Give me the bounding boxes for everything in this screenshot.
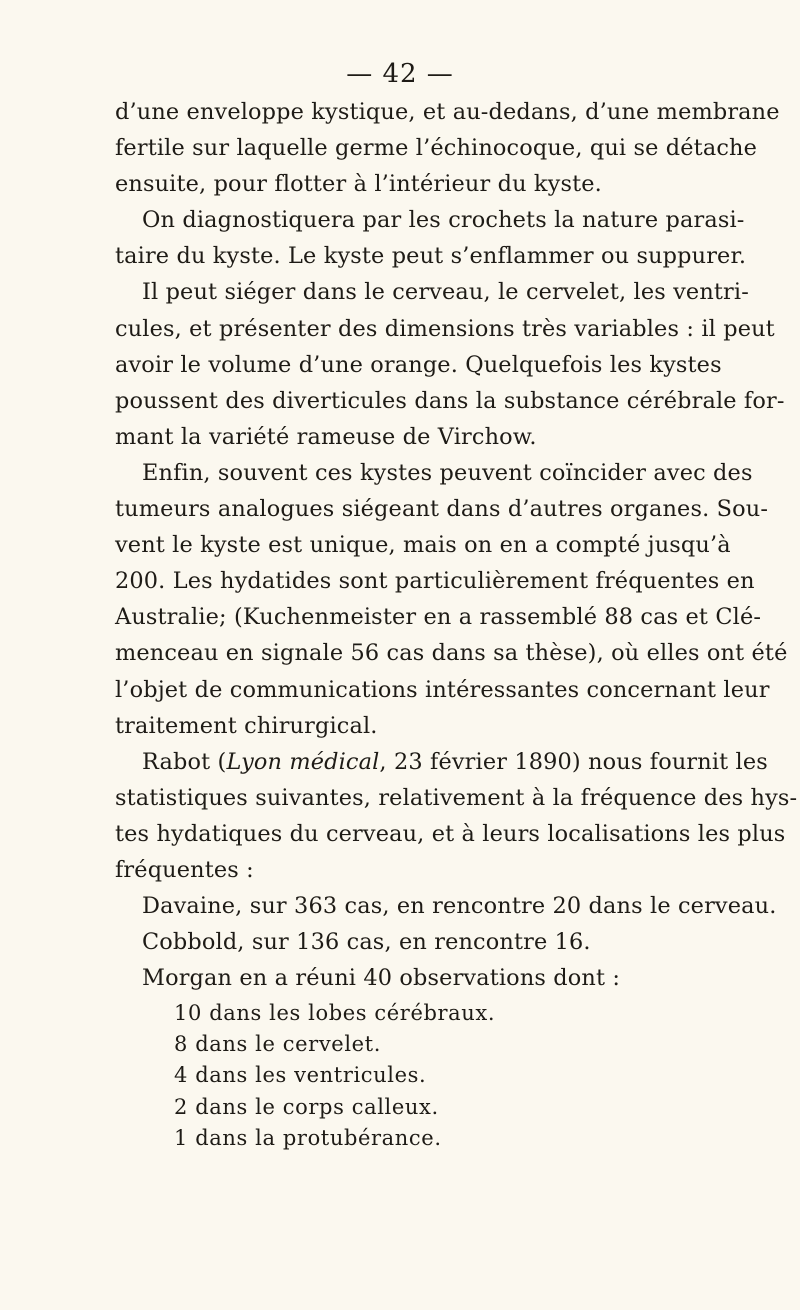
rabot-line [115,744,768,780]
localisation-list [174,998,495,1154]
text-line: Australie; (Kuchenmeister en a rassemblé 88 cas et Clé- [115,604,762,631]
text-line: mant la variété rameuse de Virchow. [115,423,537,450]
page-number: — 42 — [346,59,454,89]
statistic-line: Cobbold, sur 136 cas, en rencontre 16. [142,929,591,956]
rabot-before: Rabot ( [142,748,227,775]
text-line: tes hydatiques du cerveau, et à leurs localisations les plus [115,820,786,847]
statistic-line: Morgan en a réuni 40 observations dont : [142,965,621,992]
text-line: 200. Les hydatides sont particulièrement fréquentes en [115,568,755,595]
list-item: 10 dans les lobes cérébraux. [174,1001,496,1025]
text-line: vent le kyste est unique, mais on en a compté jusqu’à [115,532,731,559]
text-line: ensuite, pour flotter à l’intérieur du kyste. [115,171,602,198]
text-line: cules, et présenter des dimensions très variables : il peut [115,315,775,342]
statistic-line: Davaine, sur 363 cas, en rencontre 20 dans le cerveau. [142,893,777,920]
text-line: menceau en signale 56 cas dans sa thèse), où elles ont été [115,640,788,667]
list-item: 8 dans le cervelet. [174,1032,381,1057]
body-text [115,94,798,996]
text-line: d’une enveloppe kystique, et au-dedans, d’une membrane [115,99,780,125]
text-line: l’objet de communications intéressantes concernant leur [115,676,770,703]
text-line: fertile sur laquelle germe l’échinocoque, qui se détache [115,135,757,162]
text-line: traitement chirurgical. [115,712,378,739]
paragraph-start-line: Il peut siéger dans le cerveau, le cervelet, les ventri- [142,279,749,306]
text-line: taire du kyste. Le kyste peut s’enflammer ou suppurer. [115,243,747,270]
text-line: statistiques suivantes, relativement à la fréquence des hys- [115,784,798,811]
text-line: tumeurs analogues siégeant dans d’autres organes. Sou- [115,496,769,523]
text-line: fréquentes : [115,856,254,883]
list-item: 1 dans la protubérance. [174,1125,442,1150]
paragraph-start-line: Enfin, souvent ces kystes peuvent coïncider avec des [142,459,753,486]
rabot-after: , 23 février 1890) nous fournit les [379,748,768,775]
text-line: poussent des diverticules dans la substance cérébrale for- [115,387,785,414]
list-item: 4 dans les ventricules. [174,1063,427,1088]
journal-title: Lyon médical [226,748,380,775]
paragraph-start-line: On diagnostiquera par les crochets la nature parasi- [142,207,745,234]
list-item: 2 dans le corps calleux. [174,1094,439,1119]
text-line: avoir le volume d’une orange. Quelquefois les kystes [115,351,722,378]
